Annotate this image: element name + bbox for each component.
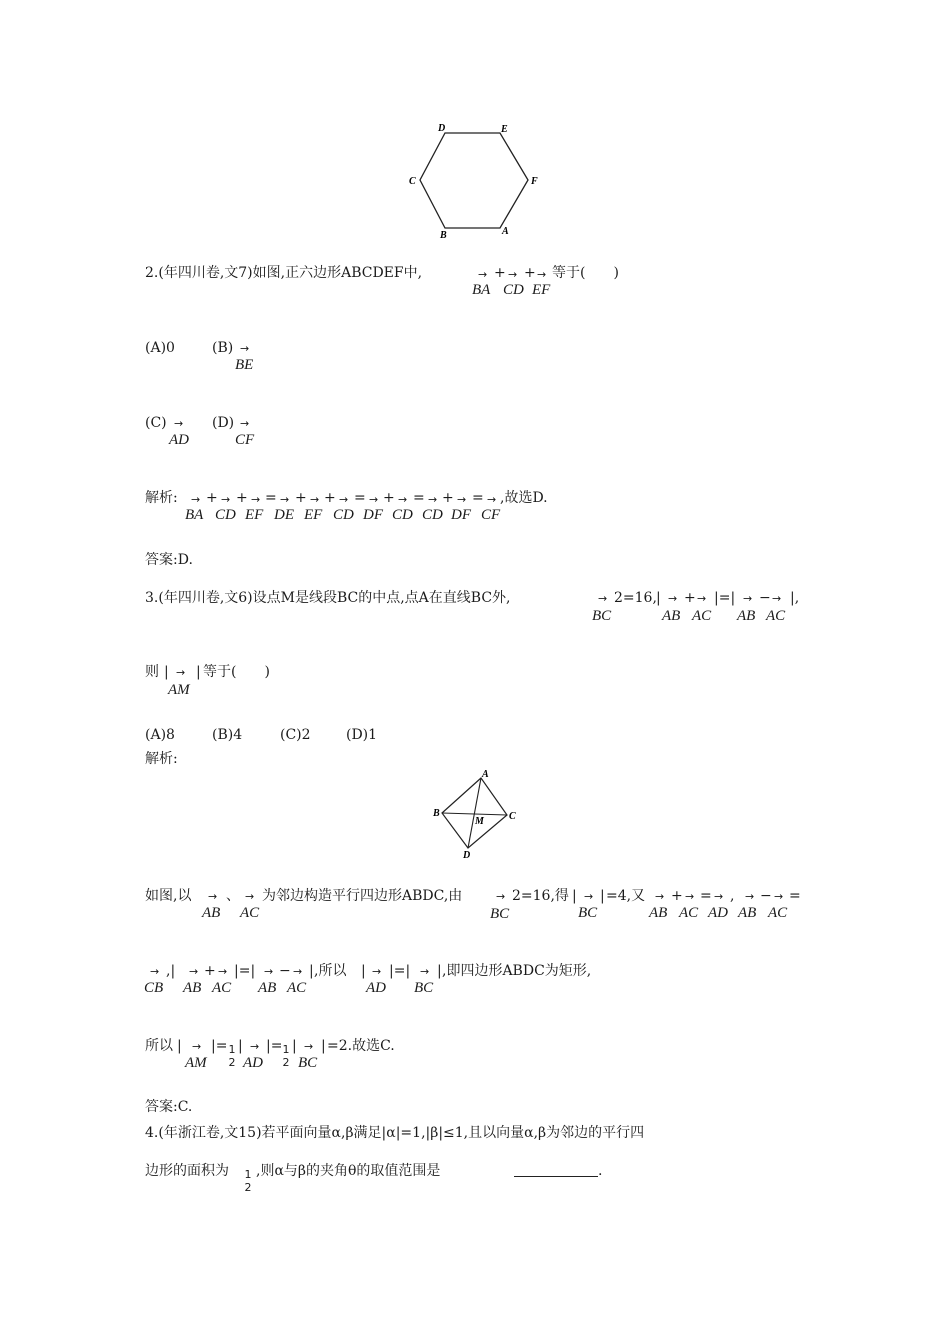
vector-ab: AB	[737, 608, 756, 624]
plus-sign: +	[684, 590, 696, 606]
hex-label-f: F	[531, 176, 538, 187]
abs-eq: |=|	[389, 963, 411, 979]
vector-arrow: →	[176, 666, 186, 679]
vector-bc: BC	[592, 608, 612, 624]
q2-stem: 2.(年四川卷,文7)如图,正六边形ABCDEF中,	[145, 265, 423, 281]
abs-bar: |	[177, 1038, 182, 1054]
hexagon-shape	[420, 133, 528, 228]
q4-line1: 4.(年浙江卷,文15)若平面向量α,β满足|α|=1,|β|≤1,且以向量α,β为邻边的平行四	[145, 1125, 645, 1141]
op: =	[354, 490, 366, 506]
fig-label-b: B	[433, 808, 440, 819]
vector-arrow: →	[192, 1040, 202, 1053]
vector-arrow: →	[245, 890, 255, 903]
fraction-denominator: 2	[282, 1056, 290, 1069]
vector-arrow: →	[191, 493, 201, 506]
vector-arrow: →	[264, 965, 274, 978]
vector-arrow: →	[478, 268, 488, 281]
vector-arrow: →	[420, 965, 430, 978]
vector-arrow: →	[496, 890, 506, 903]
vector-ad: AD	[169, 432, 189, 448]
analysis-vector: CD	[422, 507, 443, 523]
vector-cd: CD	[503, 282, 524, 298]
vector-ab: AB	[738, 905, 757, 921]
q3-option-c: (C)2	[280, 727, 311, 743]
minus-sign: −	[759, 590, 771, 606]
vector-arrow: →	[304, 1040, 314, 1053]
comma: ,	[730, 888, 735, 904]
q3-stem: 3.(年四川卷,文6)设点M是线段BC的中点,点A在直线BC外,	[145, 590, 511, 606]
fraction-denominator: 2	[244, 1181, 252, 1194]
vector-arrow: →	[697, 592, 707, 605]
q2-tail: 等于( )	[552, 265, 619, 281]
q3-option-a: (A)8	[145, 727, 175, 743]
plus-sign: +	[524, 265, 536, 281]
vector-ef: EF	[532, 282, 551, 298]
abs-eq: |=|	[234, 963, 256, 979]
op: +	[442, 490, 454, 506]
vector-arrow: →	[487, 493, 497, 506]
vector-arrow: →	[310, 493, 320, 506]
vector-ad: AD	[708, 905, 728, 921]
q3-answer: 答案:C.	[145, 1099, 193, 1115]
equals-sign: =	[789, 888, 801, 904]
vector-cf: CF	[235, 432, 255, 448]
vector-ad: AD	[366, 980, 386, 996]
vector-arrow: →	[240, 417, 250, 430]
analysis-tail: ,故选D.	[500, 490, 548, 506]
vector-cb: CB	[144, 980, 164, 996]
op: +	[206, 490, 218, 506]
vector-arrow: →	[584, 890, 594, 903]
vector-arrow: →	[745, 890, 755, 903]
abs-bar: ,|	[166, 963, 176, 979]
fraction-denominator: 2	[228, 1056, 236, 1069]
abs-eq: |=	[211, 1038, 228, 1054]
vector-ac: AC	[679, 905, 699, 921]
vector-ba: BA	[472, 282, 491, 298]
op: =	[413, 490, 425, 506]
analysis-vector: EF	[245, 507, 264, 523]
hexagon-figure	[400, 118, 550, 246]
q2-option-a: (A)0	[145, 340, 175, 356]
rhombus-figure	[425, 765, 525, 865]
vector-be: BE	[235, 357, 254, 373]
vector-arrow: →	[280, 493, 290, 506]
plus-sign: +	[204, 963, 216, 979]
vector-arrow: →	[150, 965, 160, 978]
sol-text: =4,又	[606, 888, 646, 904]
sol-text: =2.故选C.	[327, 1038, 395, 1054]
q2-answer: 答案:D.	[145, 552, 193, 568]
analysis-vector: DF	[451, 507, 471, 523]
vector-ac: AC	[287, 980, 307, 996]
analysis-vector: CD	[392, 507, 413, 523]
analysis-vector: DE	[274, 507, 294, 523]
fig-label-m: M	[475, 816, 484, 827]
vector-ac: AC	[212, 980, 232, 996]
sol-text: 如图,以	[145, 888, 192, 904]
q3-tail: 等于( )	[203, 664, 270, 680]
sol-text: 、	[226, 888, 240, 904]
analysis-vector: BA	[185, 507, 204, 523]
vector-ac: AC	[766, 608, 786, 624]
fig-label-c: C	[509, 811, 516, 822]
analysis-vector: CD	[215, 507, 236, 523]
vector-bc: BC	[490, 906, 510, 922]
vector-ab: AB	[202, 905, 221, 921]
q4-line2c: .	[598, 1163, 603, 1179]
sol-text: ,即四边形ABDC为矩形,	[442, 963, 592, 979]
vector-arrow: →	[774, 890, 784, 903]
abs-bar: |	[361, 963, 366, 979]
analysis-vector: DF	[363, 507, 383, 523]
vector-ab: AB	[183, 980, 202, 996]
vector-arrow: →	[372, 965, 382, 978]
vector-bc: BC	[578, 905, 598, 921]
vector-arrow: →	[668, 592, 678, 605]
op: +	[383, 490, 395, 506]
vector-arrow: →	[240, 342, 250, 355]
vector-arrow: →	[398, 493, 408, 506]
vector-arrow: →	[743, 592, 753, 605]
abs-eq: |=|	[714, 590, 736, 606]
abs-bar: |	[600, 888, 605, 904]
abs-bar: |	[321, 1038, 326, 1054]
op: +	[236, 490, 248, 506]
vector-arrow: →	[508, 268, 518, 281]
fig-label-a: A	[482, 769, 489, 780]
q3-then: 则	[145, 664, 159, 680]
sol-text: ,所以	[314, 963, 347, 979]
abs-bar: |	[196, 664, 201, 680]
minus-sign: −	[279, 963, 291, 979]
vector-arrow: →	[655, 890, 665, 903]
abs-bar: |	[309, 963, 314, 979]
plus-sign: +	[671, 888, 683, 904]
equals-sign: =	[700, 888, 712, 904]
vector-arrow: →	[218, 965, 228, 978]
q4-line2b: ,则α与β的夹角θ的取值范围是	[256, 1163, 441, 1179]
abs-eq: |=	[266, 1038, 283, 1054]
analysis-vector: EF	[304, 507, 323, 523]
q2-option-d: (D)	[212, 415, 235, 431]
vector-ac: AC	[692, 608, 712, 624]
vector-bc: BC	[414, 980, 434, 996]
op: =	[472, 490, 484, 506]
abs-bar: |	[437, 963, 442, 979]
vector-ab: AB	[258, 980, 277, 996]
vector-arrow: →	[174, 417, 184, 430]
q2-option-c: (C)	[145, 415, 167, 431]
vector-arrow: →	[189, 965, 199, 978]
answer-blank[interactable]	[514, 1162, 598, 1177]
vector-ac: AC	[240, 905, 260, 921]
op: =	[265, 490, 277, 506]
vector-arrow: →	[293, 965, 303, 978]
sol-text: 为邻边构造平行四边形ABDC,由	[262, 888, 463, 904]
vector-arrow: →	[714, 890, 724, 903]
abs-bar: |	[656, 590, 661, 606]
vector-ab: AB	[662, 608, 681, 624]
q3-option-d: (D)1	[346, 727, 378, 743]
sol-text: 所以	[145, 1038, 173, 1054]
vector-arrow: →	[772, 592, 782, 605]
analysis-vector: CD	[333, 507, 354, 523]
vector-ac: AC	[768, 905, 788, 921]
vector-bc: BC	[298, 1055, 318, 1071]
vector-arrow: →	[250, 1040, 260, 1053]
sol-text: 2=16,得	[512, 888, 569, 904]
vector-arrow: →	[208, 890, 218, 903]
op: +	[324, 490, 336, 506]
q3-option-b: (B)4	[212, 727, 243, 743]
op: +	[295, 490, 307, 506]
vector-arrow: →	[428, 493, 438, 506]
fig-label-d: D	[463, 850, 471, 861]
fraction-numerator: 1	[228, 1043, 236, 1056]
vector-ab: AB	[649, 905, 668, 921]
vector-arrow: →	[537, 268, 547, 281]
vector-arrow: →	[221, 493, 231, 506]
fraction-numerator: 1	[244, 1168, 252, 1181]
abs-bar: |	[164, 664, 169, 680]
abs-bar: |	[572, 888, 577, 904]
hex-label-c: C	[409, 176, 416, 187]
q3-analysis-label: 解析:	[145, 751, 178, 767]
vector-arrow: →	[598, 592, 608, 605]
vector-am: AM	[168, 682, 190, 698]
vector-arrow: →	[369, 493, 379, 506]
abs-bar: |	[292, 1038, 297, 1054]
hex-label-d: D	[438, 123, 446, 134]
vector-am: AM	[185, 1055, 207, 1071]
abs-bar: |	[238, 1038, 243, 1054]
hex-label-a: A	[502, 226, 509, 237]
hex-label-b: B	[440, 230, 447, 241]
abs-bar: |,	[790, 590, 800, 606]
vector-arrow: →	[339, 493, 349, 506]
analysis-label: 解析:	[145, 490, 178, 506]
analysis-vector: CF	[481, 507, 501, 523]
q3-sq16: 2=16,	[614, 590, 657, 606]
vector-ad: AD	[243, 1055, 263, 1071]
vector-arrow: →	[685, 890, 695, 903]
minus-sign: −	[760, 888, 772, 904]
q2-option-b: (B)	[212, 340, 234, 356]
fraction-numerator: 1	[282, 1043, 290, 1056]
plus-sign: +	[494, 265, 506, 281]
hex-label-e: E	[501, 124, 508, 135]
vector-arrow: →	[251, 493, 261, 506]
q4-line2a: 边形的面积为	[145, 1163, 229, 1179]
vector-arrow: →	[457, 493, 467, 506]
